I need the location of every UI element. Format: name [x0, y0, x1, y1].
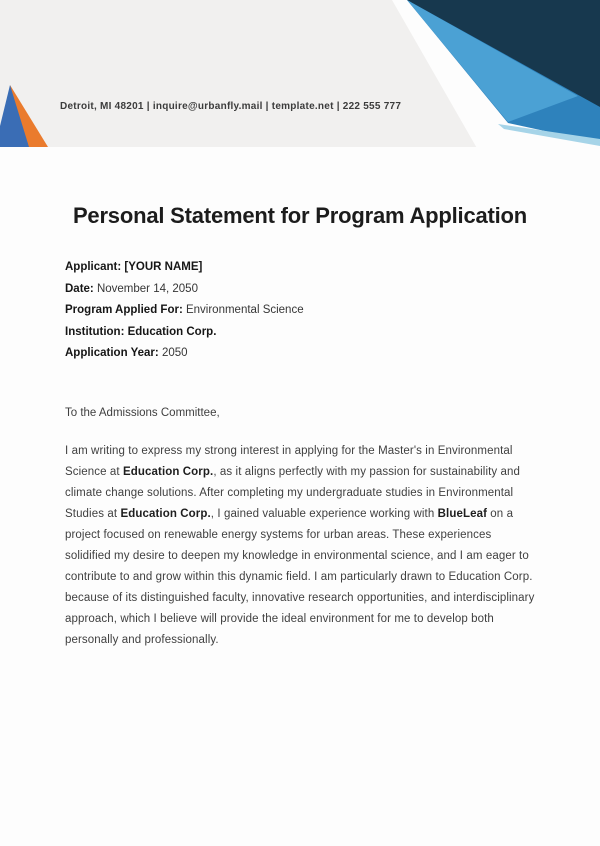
meta-value: November 14, 2050: [96, 282, 198, 295]
body-segment: BlueLeaf: [437, 508, 488, 520]
meta-label: Program Applied For:: [65, 304, 186, 316]
salutation: To the Admissions Committee,: [65, 406, 220, 419]
meta-label: Applicant:: [65, 261, 125, 273]
letterhead-decoration: [0, 0, 600, 150]
meta-label: Application Year:: [65, 347, 162, 359]
meta-label: Institution:: [65, 325, 128, 338]
meta-value: Education Corp.: [127, 325, 217, 338]
body-segment: Education Corp.: [123, 466, 214, 478]
meta-row: [65, 279, 535, 301]
meta-value: 2050: [161, 347, 188, 359]
body-segment: I am writing to express my strong interest in applying for the Master's in Environmental Science at: [65, 445, 513, 478]
meta-row: [65, 300, 535, 322]
meta-row: [65, 322, 535, 344]
page-title: Personal Statement for Program Application: [72, 203, 528, 228]
meta-block: [65, 257, 535, 365]
body-paragraph: [65, 441, 535, 651]
letterhead: [0, 0, 600, 147]
meta-row: [65, 257, 535, 279]
meta-row: [65, 343, 535, 365]
body-segment: Education Corp.: [120, 508, 211, 520]
letter-body: [0, 201, 600, 651]
meta-value: Environmental Science: [185, 304, 304, 316]
meta-value: [YOUR NAME]: [124, 261, 203, 273]
meta-label: Date:: [65, 282, 97, 295]
body-segment: , as it aligns perfectly with my passion for sustainability and climate change solutions. After completing my undergraduate studies in Environmental Studies at: [65, 466, 521, 520]
body-segment: on a project focused on renewable energy systems for urban areas. These experiences solidified my desire to deepen my knowledge in environmental science, and I am eager to contribute to and grow within this dynamic field. I am particularly drawn to Education Corp. because of its distinguished faculty, innovative research opportunities, and interdisciplinary approach, which I believe will provide the ideal environment for me to develop both personally and professionally.: [65, 508, 535, 646]
contact-line: Detroit, MI 48201 | inquire@urbanfly.mail | template.net | 222 555 777: [60, 101, 402, 112]
body-segment: , I gained valuable experience working with: [210, 508, 438, 520]
